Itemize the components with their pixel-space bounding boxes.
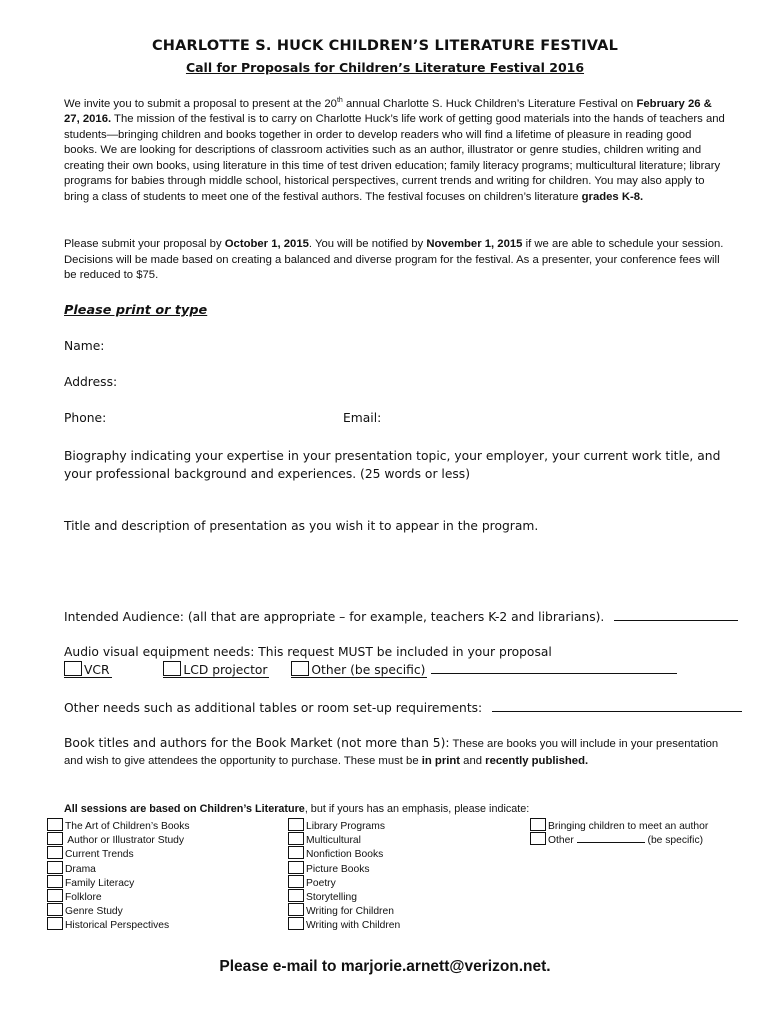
emphasis-checkbox[interactable] [288,818,304,831]
intro-text-1: We invite you to submit a proposal to present at the 20 [64,97,337,110]
page-subtitle: Call for Proposals for Children’s Literature Festival 2016 [185,60,585,75]
emphasis-option[interactable] [288,917,400,931]
sessions-heading [64,803,529,815]
page-title: CHARLOTTE S. HUCK CHILDREN’S LITERATURE FESTIVAL [151,38,619,54]
intro-superscript: th [336,97,343,104]
emphasis-label: Nonfiction Books [306,849,384,861]
submit-text-1: Please submit your proposal by [64,238,225,250]
name-field[interactable] [64,339,104,353]
emphasis-label: Author or Illustrator Study [67,835,185,847]
emphasis-checkbox[interactable] [47,917,63,930]
emphasis-label: Family Literacy [65,877,135,889]
emphasis-option[interactable] [47,846,190,860]
av-option-other[interactable] [291,661,427,678]
emphasis-checkbox[interactable] [288,889,304,902]
emphasis-label: Drama [65,863,96,875]
audience-prompt: Intended Audience: (all that are appropriate – for example, teachers K-2 and librarians). [64,610,605,624]
emphasis-other-suffix: (be specific) [647,835,704,847]
grades-range: grades K-8. [581,190,644,203]
presentation-title-prompt: Title and description of presentation as you wish it to appear in the program. [64,519,539,533]
emphasis-option[interactable] [530,818,708,832]
emphasis-option[interactable] [288,846,400,860]
emphasis-checkbox[interactable] [530,818,546,831]
email-field[interactable] [343,411,381,425]
presentation-title-field[interactable] [64,519,538,533]
intro-text-2: annual Charlotte S. Huck Children’s Literature Festival on [342,97,637,110]
other-av-label: Other (be specific) [311,663,426,677]
submit-text-2: . You will be notified by [308,238,427,250]
phone-field[interactable] [64,411,106,425]
emphasis-option[interactable] [47,818,190,832]
emphasis-label: Folklore [65,891,102,903]
sessions-heading-rest: , but if yours has an emphasis, please indicate: [304,803,530,815]
please-print-heading: Please print or type [64,303,208,318]
emphasis-other-label: Other [548,835,574,847]
book-titles-and: and [460,755,486,767]
av-option-lcd[interactable] [163,661,269,678]
emphasis-checkbox[interactable] [288,875,304,888]
emphasis-checkbox[interactable] [288,846,304,859]
emphasis-label: Poetry [306,877,336,889]
emphasis-option[interactable] [47,832,190,846]
in-print-emphasis: in print [421,755,461,767]
emphasis-option[interactable] [288,903,400,917]
audience-field[interactable] [64,608,738,624]
footer-contact: Please e-mail to marjorie.arnett@verizon.net. [219,958,551,975]
emphasis-option[interactable] [288,832,400,846]
other-av-blank[interactable] [431,661,677,674]
book-titles-field[interactable] [64,735,734,769]
emphasis-checkbox[interactable] [47,846,63,859]
emphasis-checkbox[interactable] [288,861,304,874]
emphasis-checkbox[interactable] [288,832,304,845]
emphasis-checkbox[interactable] [47,889,63,902]
submit-text-3: if we are able to schedule your session. Decisions will be made based on creating a balanced and diverse program for the festival. As a presenter, your conference fees will be reduced to $75. [64,238,724,281]
emphasis-label: Library Programs [306,821,385,832]
email-label: Email: [343,411,382,425]
other-needs-field[interactable] [64,699,742,715]
emphasis-checkbox[interactable] [47,832,63,845]
emphasis-checkbox[interactable] [47,875,63,888]
vcr-label: VCR [84,663,110,677]
submission-paragraph [64,237,726,284]
other-needs-blank[interactable] [492,699,742,712]
intro-text-3: The mission of the festival is to carry on Charlotte Huck’s life work of getting good materials into the hands of teachers and students—bringing children and books together in order to develop readers who will find a lifetime of pleasure in reading good books. We are looking for descriptions of classroom activities such as an author, illustrator or genre studies, children writing and creating their own books, using literature in this time of test driven education; family literacy programs; multicultural literature; library programs for babies through middle school, historical perspectives, current trends and writing for children. You may also apply to bring a class of students to meet one of the festival authors. The festival focuses on children’s literature [64,113,725,203]
emphasis-option[interactable] [288,875,400,889]
address-label: Address: [64,375,118,389]
lcd-checkbox[interactable] [163,661,181,676]
festival-dates: February 26 & 27, 2016. [64,97,712,126]
emphasis-option[interactable] [47,903,190,917]
emphasis-option[interactable] [47,875,190,889]
phone-label: Phone: [64,411,107,425]
av-prompt: Audio visual equipment needs: This request MUST be included in your proposal [64,645,552,659]
emphasis-checkbox[interactable] [288,917,304,930]
emphasis-label: Multicultural [306,835,361,847]
emphasis-checkbox[interactable] [288,903,304,916]
vcr-checkbox[interactable] [64,661,82,676]
emphasis-column-3 [530,818,708,846]
lcd-label: LCD projector [183,663,268,677]
emphasis-label: Storytelling [306,891,357,903]
biography-prompt: Biography indicating your expertise in your presentation topic, your employer, your current work title, and your professional background and experiences. (25 words or less) [64,449,721,481]
audience-blank[interactable] [614,608,738,621]
emphasis-label: Current Trends [65,849,134,861]
sessions-heading-bold: All sessions are based on Children’s Literature [64,803,305,815]
emphasis-label: Writing for Children [306,906,394,918]
emphasis-column-1 [47,818,190,932]
recently-published-emphasis: recently published. [485,755,589,767]
other-av-checkbox[interactable] [291,661,309,676]
emphasis-option[interactable] [288,818,400,832]
intro-paragraph [64,93,726,205]
emphasis-label: Picture Books [306,863,370,875]
emphasis-column-2 [288,818,400,932]
emphasis-other-blank[interactable] [577,833,645,843]
emphasis-checkbox[interactable] [47,861,63,874]
biography-field[interactable] [64,447,729,483]
emphasis-label: The Art of Children’s Books [65,821,190,832]
emphasis-label: Historical Perspectives [65,920,170,932]
emphasis-option-other[interactable] [530,832,708,846]
emphasis-option[interactable] [288,889,400,903]
emphasis-option[interactable] [47,917,190,931]
book-titles-lead: Book titles and authors for the Book Market (not more than 5): [64,736,450,750]
emphasis-checkbox[interactable] [47,903,63,916]
emphasis-label: Genre Study [65,906,123,918]
emphasis-option[interactable] [47,861,190,875]
book-titles-text: These are books you will include in your presentation and wish to give attendees the opportunity to purchase. These must be [64,738,719,767]
address-field[interactable] [64,375,117,389]
emphasis-label: Writing with Children [306,920,401,932]
av-option-vcr[interactable] [64,661,112,678]
emphasis-checkbox[interactable] [47,818,63,831]
emphasis-option[interactable] [288,861,400,875]
emphasis-option[interactable] [47,889,190,903]
emphasis-label: Bringing children to meet an author [548,821,709,832]
av-options [64,661,677,678]
emphasis-checkbox[interactable] [530,832,546,845]
notification-date: November 1, 2015 [426,238,523,250]
other-needs-prompt: Other needs such as additional tables or room set-up requirements: [64,701,483,715]
name-label: Name: [64,339,105,353]
submission-deadline: October 1, 2015 [224,238,309,250]
